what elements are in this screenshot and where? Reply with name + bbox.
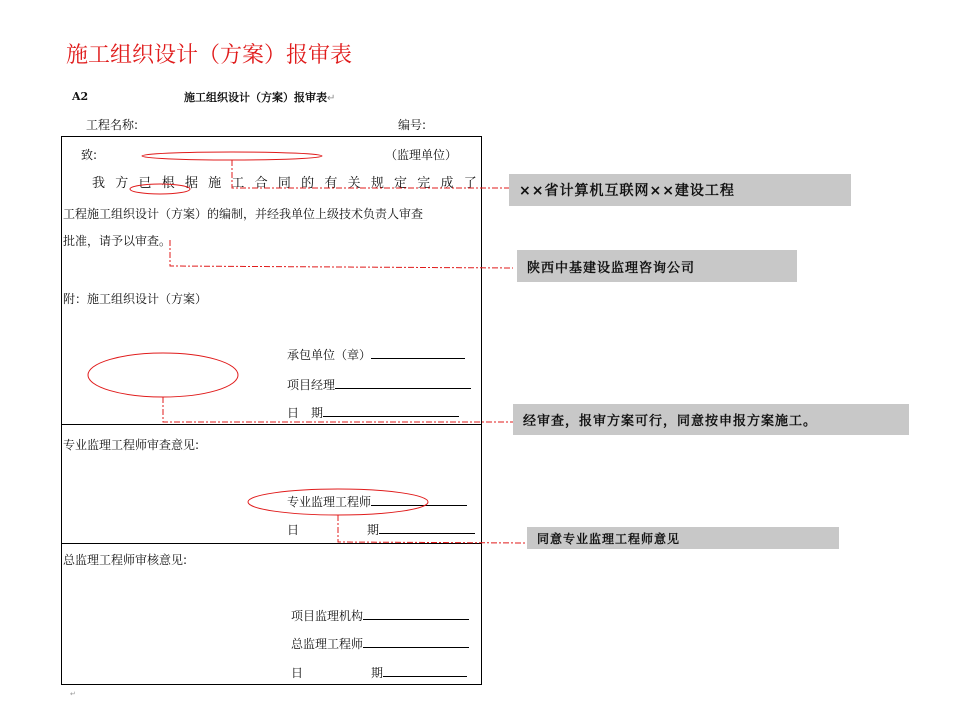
- declaration-line-3: 批准，请予以审查。: [63, 234, 172, 248]
- char: 已: [138, 176, 152, 191]
- section-divider: [61, 543, 482, 544]
- engineer-date-label-b: 期: [367, 523, 380, 537]
- chief-date-label-a: 日: [291, 666, 304, 680]
- char: 方: [115, 176, 129, 191]
- engineer-date-label-a: 日: [287, 523, 300, 537]
- char: 定: [394, 176, 408, 191]
- char: 完: [417, 176, 431, 191]
- supervision-org-row: [291, 607, 469, 624]
- engineer-sign-row: [287, 493, 467, 510]
- to-label: 致:: [81, 148, 98, 162]
- char: 规: [370, 176, 384, 191]
- signature-line[interactable]: [363, 635, 469, 648]
- date-row: [287, 404, 459, 421]
- char: 据: [184, 176, 198, 191]
- date-line[interactable]: [379, 521, 475, 534]
- callout-supervision-unit: 陕西中基建设监理咨询公司: [517, 250, 797, 282]
- engineer-opinion-label: 专业监理工程师审查意见:: [63, 438, 200, 452]
- engineer-date-row-b: [367, 521, 475, 538]
- char: 施: [208, 176, 222, 191]
- char: 了: [463, 176, 477, 191]
- chief-engineer-label: 总监理工程师: [291, 637, 364, 651]
- char: 同: [277, 176, 291, 191]
- signature-line[interactable]: [371, 346, 465, 359]
- char: 关: [347, 176, 361, 191]
- char: 根: [161, 176, 175, 191]
- callout-chief-opinion: 同意专业监理工程师意见: [527, 527, 839, 549]
- paragraph-mark-icon: ↵: [327, 93, 336, 104]
- form-title-text: 施工组织设计（方案）报审表: [184, 91, 327, 104]
- project-manager-label: 项目经理: [287, 378, 336, 392]
- chief-engineer-row: [291, 635, 469, 652]
- footer-mark: ↵: [70, 690, 76, 698]
- chief-date-row-b: [371, 664, 467, 681]
- slide-title: 施工组织设计（方案）报审表: [66, 43, 353, 68]
- char: 的: [301, 176, 315, 191]
- signature-line[interactable]: [371, 493, 467, 506]
- number-label: 编号:: [398, 118, 427, 132]
- contractor-seal-label: 承包单位（章）: [287, 348, 372, 362]
- project-manager-row: [287, 376, 471, 393]
- char: 合: [254, 176, 268, 191]
- char: 有: [324, 176, 338, 191]
- date-line[interactable]: [383, 664, 467, 677]
- signature-line[interactable]: [335, 376, 471, 389]
- contractor-seal-row: [287, 346, 465, 363]
- engineer-date-row: [287, 521, 299, 538]
- callout-review-opinion: 经审查，报审方案可行，同意按申报方案施工。: [513, 404, 909, 435]
- project-name-label: 工程名称:: [86, 118, 139, 132]
- supervision-org-label: 项目监理机构: [291, 609, 364, 623]
- chief-date-row: [291, 664, 303, 681]
- form-code: A2: [72, 90, 89, 103]
- char: 成: [440, 176, 454, 191]
- section-divider: [61, 424, 482, 425]
- char: 我: [92, 176, 106, 191]
- chief-date-label-b: 期: [371, 666, 384, 680]
- date-label: 日 期: [287, 406, 324, 420]
- callout-project-name: ××省计算机互联网××建设工程: [509, 174, 851, 206]
- supervision-unit-label: （监理单位）: [385, 148, 458, 162]
- date-line[interactable]: [323, 404, 459, 417]
- attachment-label: 附：施工组织设计（方案）: [63, 292, 208, 306]
- signature-line[interactable]: [363, 607, 469, 620]
- form-title: [184, 89, 335, 105]
- declaration-line-1: [92, 172, 477, 191]
- declaration-line-2: 工程施工组织设计（方案）的编制，并经我单位上级技术负责人审查: [63, 207, 424, 221]
- char: 工: [231, 176, 245, 191]
- chief-opinion-label: 总监理工程师审核意见:: [63, 553, 188, 567]
- engineer-sign-label: 专业监理工程师: [287, 495, 372, 509]
